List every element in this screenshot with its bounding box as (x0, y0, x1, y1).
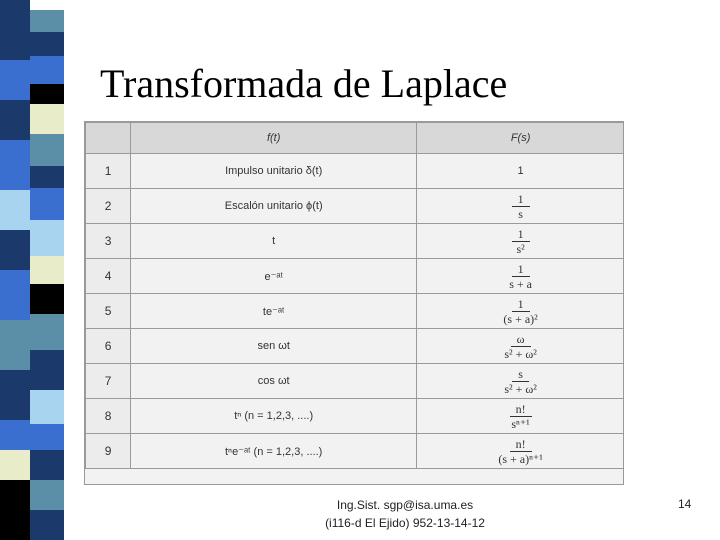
time-function: sen ωt (131, 329, 417, 364)
numerator: ω (511, 333, 531, 347)
numerator: 1 (512, 228, 530, 242)
laplace-function (417, 364, 624, 399)
stripe-block (30, 220, 64, 256)
laplace-function (417, 189, 624, 224)
denominator: s + a (509, 276, 532, 291)
denominator: (s + a)² (503, 311, 538, 326)
laplace-function (417, 329, 624, 364)
time-function: e⁻ᵃᵗ (131, 259, 417, 294)
stripe-block (30, 56, 64, 84)
numerator: s (512, 368, 529, 382)
header-index (86, 123, 131, 154)
table-row (86, 399, 625, 434)
numerator: 1 (512, 298, 530, 312)
denominator: s² + ω² (504, 346, 537, 361)
denominator: sⁿ⁺¹ (511, 416, 530, 431)
table-row (86, 224, 625, 259)
fraction (503, 298, 537, 325)
stripe-block (30, 32, 64, 56)
stripe-block (0, 420, 30, 450)
stripe-block (0, 480, 30, 540)
page-number: 14 (678, 497, 692, 511)
stripe-block (30, 284, 64, 314)
row-number: 7 (86, 364, 131, 399)
stripe-block (30, 424, 64, 450)
denominator: (s + a)ⁿ⁺¹ (498, 451, 543, 466)
laplace-function (417, 294, 624, 329)
footer-line1: Ing.Sist. sgp@isa.uma.es (336, 498, 474, 512)
row-number: 8 (86, 399, 131, 434)
stripe-block (30, 256, 64, 284)
time-function: t (131, 224, 417, 259)
time-function: Impulso unitario δ(t) (131, 154, 417, 189)
laplace-function (417, 224, 624, 259)
stripe-block (30, 188, 64, 220)
laplace-function (417, 154, 624, 189)
header-Fs: F(s) (417, 123, 624, 154)
numerator: 1 (512, 263, 530, 277)
stripe-block (30, 84, 64, 104)
laplace-function (417, 434, 624, 469)
stripe-block (30, 314, 64, 350)
stripe-block (0, 230, 30, 270)
time-function: cos ωt (131, 364, 417, 399)
header-ft: f(t) (131, 123, 417, 154)
laplace-function (417, 259, 624, 294)
table-row (86, 329, 625, 364)
fraction (498, 438, 542, 465)
stripe-block (0, 370, 30, 420)
stripe-block (0, 270, 30, 320)
stripe-block (30, 350, 64, 390)
fraction (510, 403, 532, 430)
time-function: tⁿe⁻ᵃᵗ (n = 1,2,3, ....) (131, 434, 417, 469)
fraction (504, 368, 537, 395)
stripe-block (30, 166, 64, 188)
table-row (86, 364, 625, 399)
fraction (504, 333, 537, 360)
denominator: s (518, 206, 523, 221)
stripe-block (30, 134, 64, 166)
row-number: 3 (86, 224, 131, 259)
table-row (86, 294, 625, 329)
time-function: Escalón unitario ϕ(t) (131, 189, 417, 224)
stripe-block (30, 104, 64, 134)
Fs-plain: 1 (517, 165, 524, 177)
row-number: 5 (86, 294, 131, 329)
stripe-block (30, 480, 64, 510)
stripe-block (0, 0, 30, 60)
stripe-block (0, 60, 30, 100)
stripe-block (0, 140, 30, 190)
numerator: 1 (512, 193, 530, 207)
stripe-block (0, 320, 30, 370)
footer (260, 496, 550, 532)
fraction (512, 228, 530, 255)
decorative-stripe (0, 0, 64, 540)
stripe-block (30, 390, 64, 424)
numerator: n! (510, 403, 532, 417)
row-number: 6 (86, 329, 131, 364)
row-number: 4 (86, 259, 131, 294)
stripe-block (30, 10, 64, 32)
row-number: 9 (86, 434, 131, 469)
table-row (86, 259, 625, 294)
stripe-block (30, 450, 64, 480)
stripe-block (0, 450, 30, 480)
numerator: n! (510, 438, 532, 452)
time-function: tⁿ (n = 1,2,3, ....) (131, 399, 417, 434)
table-row (86, 154, 625, 189)
slide-title: Transformada de Laplace (100, 61, 508, 106)
table-row (86, 434, 625, 469)
laplace-table (84, 121, 624, 485)
stripe-block (0, 190, 30, 230)
row-number: 2 (86, 189, 131, 224)
fraction (509, 263, 532, 290)
time-function: te⁻ᵃᵗ (131, 294, 417, 329)
fraction (512, 193, 530, 220)
footer-line2: (i116-d El Ejido) 952-13-14-12 (325, 516, 485, 530)
table-row (86, 189, 625, 224)
denominator: s² (516, 241, 525, 256)
laplace-function (417, 399, 624, 434)
stripe-block (0, 100, 30, 140)
row-number: 1 (86, 154, 131, 189)
stripe-block (30, 510, 64, 540)
laplace-transform-table (85, 122, 624, 469)
table-header-row (86, 123, 625, 154)
denominator: s² + ω² (504, 381, 537, 396)
